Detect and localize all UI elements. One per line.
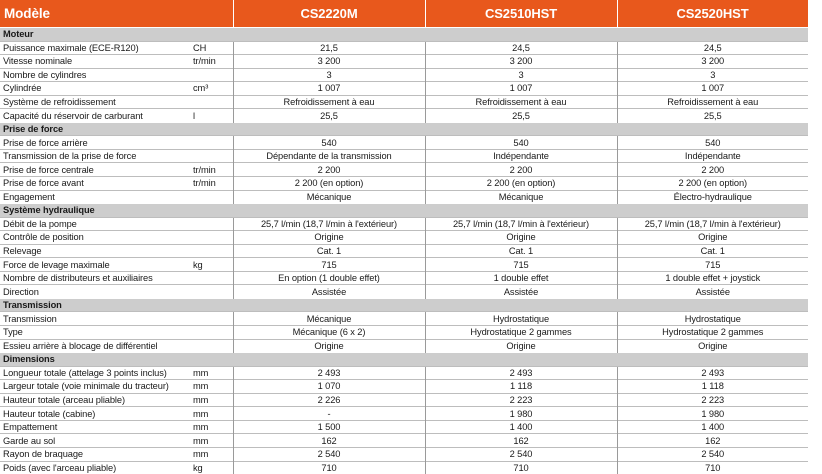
spec-value-model-1: Assistée xyxy=(233,285,425,299)
spec-value-model-2: 25,7 l/min (18,7 l/min à l'extérieur) xyxy=(425,217,617,231)
section-title: Moteur xyxy=(0,28,808,42)
spec-label: Vitesse nominale xyxy=(0,55,190,69)
spec-label: Débit de la pompe xyxy=(0,217,190,231)
spec-value-model-3: 1 007 xyxy=(617,82,808,96)
spec-value-model-2: 2 200 xyxy=(425,163,617,177)
table-row xyxy=(0,271,808,285)
model-label: Modèle xyxy=(0,0,233,28)
spec-value-model-3: 25,5 xyxy=(617,109,808,123)
spec-value-model-1: Mécanique xyxy=(233,312,425,326)
spec-value-model-1: 2 200 (en option) xyxy=(233,177,425,191)
spec-unit xyxy=(190,339,233,353)
spec-label: Hauteur totale (cabine) xyxy=(0,407,190,421)
spec-label: Relevage xyxy=(0,244,190,258)
spec-label: Capacité du réservoir de carburant xyxy=(0,109,190,123)
spec-value-model-1: 710 xyxy=(233,461,425,474)
table-row xyxy=(0,55,808,69)
spec-value-model-3: 2 493 xyxy=(617,366,808,380)
spec-value-model-2: Assistée xyxy=(425,285,617,299)
spec-label: Contrôle de position xyxy=(0,231,190,245)
spec-value-model-3: Hydrostatique 2 gammes xyxy=(617,326,808,340)
section-title: Transmission xyxy=(0,298,808,312)
table-row xyxy=(0,326,808,340)
spec-value-model-3: Refroidissement à eau xyxy=(617,95,808,109)
spec-value-model-2: 1 double effet xyxy=(425,271,617,285)
spec-unit: kg xyxy=(190,461,233,474)
table-row xyxy=(0,149,808,163)
spec-value-model-2: 2 540 xyxy=(425,447,617,461)
section-header xyxy=(0,28,808,42)
spec-value-model-1: 2 226 xyxy=(233,393,425,407)
spec-label: Empattement xyxy=(0,420,190,434)
spec-value-model-1: Origine xyxy=(233,339,425,353)
spec-value-model-3: 1 118 xyxy=(617,380,808,394)
spec-value-model-3: Assistée xyxy=(617,285,808,299)
table-row xyxy=(0,434,808,448)
spec-value-model-1: 3 200 xyxy=(233,55,425,69)
table-row xyxy=(0,41,808,55)
spec-unit: CH xyxy=(190,41,233,55)
spec-unit xyxy=(190,68,233,82)
section-header xyxy=(0,204,808,218)
spec-label: Transmission xyxy=(0,312,190,326)
spec-value-model-2: 2 200 (en option) xyxy=(425,177,617,191)
spec-label: Force de levage maximale xyxy=(0,258,190,272)
spec-value-model-3: 3 xyxy=(617,68,808,82)
spec-body xyxy=(0,28,808,474)
spec-value-model-1: 21,5 xyxy=(233,41,425,55)
spec-label: Longueur totale (attelage 3 points inclus) xyxy=(0,366,190,380)
spec-value-model-3: 715 xyxy=(617,258,808,272)
spec-unit xyxy=(190,149,233,163)
spec-value-model-3: 25,7 l/min (18,7 l/min à l'extérieur) xyxy=(617,217,808,231)
spec-unit xyxy=(190,285,233,299)
spec-value-model-2: 3 200 xyxy=(425,55,617,69)
spec-label: Nombre de cylindres xyxy=(0,68,190,82)
spec-value-model-3: Origine xyxy=(617,231,808,245)
section-title: Dimensions xyxy=(0,353,808,367)
spec-value-model-2: 24,5 xyxy=(425,41,617,55)
spec-label: Prise de force avant xyxy=(0,177,190,191)
spec-value-model-2: 2 223 xyxy=(425,393,617,407)
spec-value-model-1: Refroidissement à eau xyxy=(233,95,425,109)
spec-unit: mm xyxy=(190,447,233,461)
table-row xyxy=(0,366,808,380)
spec-label: Direction xyxy=(0,285,190,299)
spec-value-model-1: 1 070 xyxy=(233,380,425,394)
spec-unit xyxy=(190,326,233,340)
spec-value-model-2: 2 493 xyxy=(425,366,617,380)
table-row xyxy=(0,461,808,474)
section-header xyxy=(0,298,808,312)
table-row xyxy=(0,420,808,434)
table-row xyxy=(0,163,808,177)
spec-unit xyxy=(190,231,233,245)
spec-value-model-3: 2 200 xyxy=(617,163,808,177)
spec-unit xyxy=(190,190,233,204)
model-name-1: CS2220M xyxy=(233,0,425,28)
spec-unit xyxy=(190,136,233,150)
spec-label: Engagement xyxy=(0,190,190,204)
spec-unit: mm xyxy=(190,420,233,434)
spec-value-model-2: Origine xyxy=(425,231,617,245)
spec-value-model-3: 2 540 xyxy=(617,447,808,461)
spec-label: Puissance maximale (ECE-R120) xyxy=(0,41,190,55)
spec-unit xyxy=(190,244,233,258)
table-row xyxy=(0,109,808,123)
table-row xyxy=(0,136,808,150)
spec-value-model-3: 1 double effet + joystick xyxy=(617,271,808,285)
table-row xyxy=(0,231,808,245)
spec-value-model-1: 540 xyxy=(233,136,425,150)
spec-value-model-1: 162 xyxy=(233,434,425,448)
spec-value-model-1: Mécanique (6 x 2) xyxy=(233,326,425,340)
header-row xyxy=(0,0,808,28)
spec-value-model-1: 1 007 xyxy=(233,82,425,96)
spec-value-model-1: 715 xyxy=(233,258,425,272)
spec-value-model-3: Hydrostatique xyxy=(617,312,808,326)
table-row xyxy=(0,82,808,96)
spec-value-model-2: Mécanique xyxy=(425,190,617,204)
spec-label: Prise de force arrière xyxy=(0,136,190,150)
table-row xyxy=(0,217,808,231)
spec-value-model-2: 540 xyxy=(425,136,617,150)
section-header xyxy=(0,353,808,367)
spec-value-model-1: 1 500 xyxy=(233,420,425,434)
spec-value-model-2: Origine xyxy=(425,339,617,353)
table-row xyxy=(0,244,808,258)
spec-label: Essieu arrière à blocage de différentiel xyxy=(0,339,190,353)
model-name-2: CS2510HST xyxy=(425,0,617,28)
spec-value-model-1: 2 540 xyxy=(233,447,425,461)
table-row xyxy=(0,190,808,204)
spec-unit: tr/min xyxy=(190,177,233,191)
spec-label: Rayon de braquage xyxy=(0,447,190,461)
spec-value-model-2: Hydrostatique 2 gammes xyxy=(425,326,617,340)
table-row xyxy=(0,95,808,109)
spec-value-model-2: Refroidissement à eau xyxy=(425,95,617,109)
spec-unit: tr/min xyxy=(190,163,233,177)
table-row xyxy=(0,312,808,326)
spec-value-model-1: 3 xyxy=(233,68,425,82)
spec-value-model-2: Indépendante xyxy=(425,149,617,163)
section-header xyxy=(0,122,808,136)
spec-value-model-3: 540 xyxy=(617,136,808,150)
spec-value-model-3: 24,5 xyxy=(617,41,808,55)
spec-value-model-1: 25,5 xyxy=(233,109,425,123)
spec-unit: l xyxy=(190,109,233,123)
spec-label: Système de refroidissement xyxy=(0,95,190,109)
spec-value-model-1: 25,7 l/min (18,7 l/min à l'extérieur) xyxy=(233,217,425,231)
table-row xyxy=(0,447,808,461)
spec-value-model-1: Origine xyxy=(233,231,425,245)
spec-value-model-3: 1 980 xyxy=(617,407,808,421)
spec-unit: kg xyxy=(190,258,233,272)
table-row xyxy=(0,258,808,272)
spec-value-model-1: En option (1 double effet) xyxy=(233,271,425,285)
spec-value-model-3: 2 223 xyxy=(617,393,808,407)
spec-value-model-2: 1 400 xyxy=(425,420,617,434)
spec-value-model-2: 162 xyxy=(425,434,617,448)
spec-value-model-1: Dépendante de la transmission xyxy=(233,149,425,163)
spec-value-model-3: 2 200 (en option) xyxy=(617,177,808,191)
spec-unit: mm xyxy=(190,434,233,448)
spec-label: Garde au sol xyxy=(0,434,190,448)
spec-label: Transmission de la prise de force xyxy=(0,149,190,163)
table-row xyxy=(0,339,808,353)
table-row xyxy=(0,68,808,82)
spec-label: Cylindrée xyxy=(0,82,190,96)
spec-value-model-1: Mécanique xyxy=(233,190,425,204)
spec-unit xyxy=(190,95,233,109)
spec-unit xyxy=(190,312,233,326)
spec-value-model-2: 3 xyxy=(425,68,617,82)
model-name-3: CS2520HST xyxy=(617,0,808,28)
spec-value-model-3: Indépendante xyxy=(617,149,808,163)
table-row xyxy=(0,393,808,407)
spec-value-model-3: Cat. 1 xyxy=(617,244,808,258)
table-row xyxy=(0,407,808,421)
spec-unit: mm xyxy=(190,393,233,407)
spec-value-model-3: Électro-hydraulique xyxy=(617,190,808,204)
spec-unit: mm xyxy=(190,380,233,394)
spec-value-model-1: 2 200 xyxy=(233,163,425,177)
table-row xyxy=(0,380,808,394)
spec-value-model-2: 1 007 xyxy=(425,82,617,96)
spec-value-model-2: 1 980 xyxy=(425,407,617,421)
table-row xyxy=(0,285,808,299)
spec-label: Poids (avec l'arceau pliable) xyxy=(0,461,190,474)
spec-unit xyxy=(190,217,233,231)
spec-value-model-3: Origine xyxy=(617,339,808,353)
spec-value-model-3: 162 xyxy=(617,434,808,448)
spec-value-model-1: 2 493 xyxy=(233,366,425,380)
section-title: Prise de force xyxy=(0,122,808,136)
spec-unit xyxy=(190,271,233,285)
spec-unit: mm xyxy=(190,366,233,380)
spec-value-model-2: 710 xyxy=(425,461,617,474)
table-row xyxy=(0,177,808,191)
spec-value-model-2: 25,5 xyxy=(425,109,617,123)
spec-label: Largeur totale (voie minimale du tracteur) xyxy=(0,380,190,394)
spec-value-model-2: 715 xyxy=(425,258,617,272)
spec-unit: tr/min xyxy=(190,55,233,69)
spec-unit: mm xyxy=(190,407,233,421)
spec-label: Nombre de distributeurs et auxiliaires xyxy=(0,271,190,285)
spec-value-model-2: Hydrostatique xyxy=(425,312,617,326)
section-title: Système hydraulique xyxy=(0,204,808,218)
spec-unit: cm³ xyxy=(190,82,233,96)
spec-value-model-1: Cat. 1 xyxy=(233,244,425,258)
spec-label: Prise de force centrale xyxy=(0,163,190,177)
spec-value-model-3: 1 400 xyxy=(617,420,808,434)
spec-value-model-2: Cat. 1 xyxy=(425,244,617,258)
spec-value-model-3: 3 200 xyxy=(617,55,808,69)
spec-value-model-3: 710 xyxy=(617,461,808,474)
spec-label: Type xyxy=(0,326,190,340)
spec-value-model-2: 1 118 xyxy=(425,380,617,394)
spec-label: Hauteur totale (arceau pliable) xyxy=(0,393,190,407)
spec-value-model-1: - xyxy=(233,407,425,421)
